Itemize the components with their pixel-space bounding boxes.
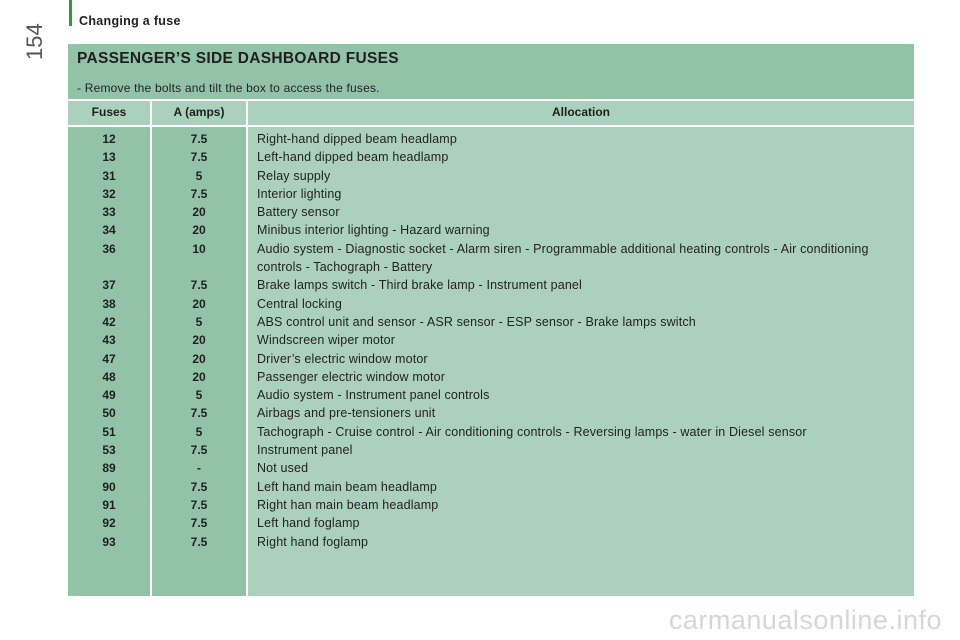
table-row bbox=[68, 203, 914, 221]
fuse-number: 89 bbox=[102, 461, 116, 476]
fuse-amps: 20 bbox=[192, 369, 206, 384]
fuse-allocation: Passenger electric window motor bbox=[257, 369, 446, 384]
fuse-number: 90 bbox=[102, 479, 116, 494]
fuse-table-body bbox=[68, 130, 914, 551]
table-row bbox=[68, 478, 914, 496]
fuse-allocation: Relay supply bbox=[257, 168, 331, 183]
fuse-allocation: ABS control unit and sensor - ASR sensor - ESP sensor - Brake lamps switch bbox=[257, 314, 696, 329]
fuse-number: 93 bbox=[102, 534, 116, 549]
fuse-amps: 5 bbox=[195, 168, 203, 183]
fuse-number: 53 bbox=[102, 443, 116, 458]
table-row bbox=[68, 496, 914, 514]
fuse-allocation: Left hand foglamp bbox=[257, 516, 360, 531]
table-row bbox=[68, 331, 914, 349]
fuse-number: 32 bbox=[102, 186, 116, 201]
fuse-number: 51 bbox=[102, 424, 116, 439]
fuse-amps: 10 bbox=[192, 241, 206, 256]
fuse-amps: 20 bbox=[192, 333, 206, 348]
fuse-number: 47 bbox=[102, 351, 116, 366]
fuse-allocation: Brake lamps switch - Third brake lamp - Instrument panel bbox=[257, 278, 582, 293]
table-row bbox=[68, 148, 914, 166]
fuse-number: 50 bbox=[102, 406, 116, 421]
table-row bbox=[68, 350, 914, 368]
table-row bbox=[68, 240, 914, 277]
fuse-number: 43 bbox=[102, 333, 116, 348]
fuse-allocation: Driver’s electric window motor bbox=[257, 351, 428, 366]
fuse-allocation: Audio system - Diagnostic socket - Alarm siren - Programmable additional heating controls - Air conditioning controls - Tachograph - Battery bbox=[257, 241, 869, 275]
table-row bbox=[68, 221, 914, 239]
header-divider-bottom bbox=[68, 125, 914, 127]
table-row bbox=[68, 459, 914, 477]
fuse-number: 33 bbox=[102, 205, 116, 220]
fuse-amps: 5 bbox=[195, 314, 203, 329]
fuse-amps: 7.5 bbox=[190, 497, 208, 512]
fuse-allocation: Central locking bbox=[257, 296, 342, 311]
fuse-amps: 7.5 bbox=[190, 406, 208, 421]
panel-instruction: - Remove the bolts and tilt the box to access the fuses. bbox=[77, 81, 380, 95]
fuse-amps: 20 bbox=[192, 205, 206, 220]
fuse-amps: 20 bbox=[192, 296, 206, 311]
fuse-amps: 7.5 bbox=[190, 516, 208, 531]
fuse-amps: 7.5 bbox=[190, 150, 208, 165]
table-row bbox=[68, 295, 914, 313]
fuse-amps: 5 bbox=[195, 424, 203, 439]
fuse-allocation: Right hand foglamp bbox=[257, 534, 369, 549]
fuse-allocation: Tachograph - Cruise control - Air conditioning controls - Reversing lamps - water in Diesel sensor bbox=[257, 424, 807, 439]
page-number: 154 bbox=[22, 23, 47, 60]
table-row bbox=[68, 404, 914, 422]
section-accent-bar bbox=[69, 0, 72, 26]
fuse-number: 91 bbox=[102, 497, 116, 512]
fuse-amps: 7.5 bbox=[190, 278, 208, 293]
fuse-allocation: Instrument panel bbox=[257, 443, 353, 458]
fuse-amps: 7.5 bbox=[190, 534, 208, 549]
fuse-number: 12 bbox=[102, 132, 116, 146]
fuse-allocation: Left-hand dipped beam headlamp bbox=[257, 150, 449, 165]
fuse-amps: 7.5 bbox=[190, 132, 208, 146]
fuse-allocation: Left hand main beam headlamp bbox=[257, 479, 438, 494]
panel-header bbox=[68, 44, 914, 99]
fuse-amps: 20 bbox=[192, 223, 206, 238]
fuse-amps: 7.5 bbox=[190, 443, 208, 458]
fuse-amps: 7.5 bbox=[190, 479, 208, 494]
fuse-allocation: Minibus interior lighting - Hazard warning bbox=[257, 223, 490, 238]
table-row bbox=[68, 276, 914, 294]
fuse-number: 38 bbox=[102, 296, 116, 311]
watermark: carmanualsonline.info bbox=[668, 605, 942, 635]
fuse-allocation: Airbags and pre-tensioners unit bbox=[257, 406, 436, 421]
section-title: Changing a fuse bbox=[79, 14, 181, 28]
fuse-number: 92 bbox=[102, 516, 116, 531]
fuse-amps: 20 bbox=[192, 351, 206, 366]
fuse-amps: - bbox=[197, 461, 201, 476]
table-row bbox=[68, 514, 914, 532]
fuse-panel bbox=[68, 44, 914, 596]
fuse-number: 42 bbox=[102, 314, 116, 329]
fuse-number: 13 bbox=[102, 150, 116, 165]
column-header-fuses: Fuses bbox=[91, 105, 127, 119]
table-row bbox=[68, 185, 914, 203]
fuse-number: 31 bbox=[102, 168, 116, 183]
fuse-amps: 7.5 bbox=[190, 186, 208, 201]
table-row bbox=[68, 167, 914, 185]
fuse-number: 34 bbox=[102, 223, 116, 238]
table-row bbox=[68, 313, 914, 331]
fuse-allocation: Interior lighting bbox=[257, 186, 342, 201]
table-row bbox=[68, 130, 914, 148]
table-row bbox=[68, 441, 914, 459]
fuse-number: 49 bbox=[102, 388, 116, 403]
fuse-allocation: Right han main beam headlamp bbox=[257, 497, 439, 512]
column-header-amps: A (amps) bbox=[173, 105, 225, 119]
fuse-allocation: Not used bbox=[257, 461, 309, 476]
fuse-number: 37 bbox=[102, 278, 116, 293]
fuse-number: 36 bbox=[102, 241, 116, 256]
fuse-allocation: Battery sensor bbox=[257, 205, 340, 220]
table-row bbox=[68, 386, 914, 404]
fuse-allocation: Right-hand dipped beam headlamp bbox=[257, 132, 457, 146]
table-row bbox=[68, 423, 914, 441]
fuse-number: 48 bbox=[102, 369, 116, 384]
table-row bbox=[68, 533, 914, 551]
fuse-amps: 5 bbox=[195, 388, 203, 403]
column-header-allocation: Allocation bbox=[551, 105, 610, 119]
table-row bbox=[68, 368, 914, 386]
panel-heading: PASSENGER’S SIDE DASHBOARD FUSES bbox=[77, 50, 399, 67]
fuse-allocation: Audio system - Instrument panel controls bbox=[257, 388, 490, 403]
fuse-allocation: Windscreen wiper motor bbox=[257, 333, 396, 348]
